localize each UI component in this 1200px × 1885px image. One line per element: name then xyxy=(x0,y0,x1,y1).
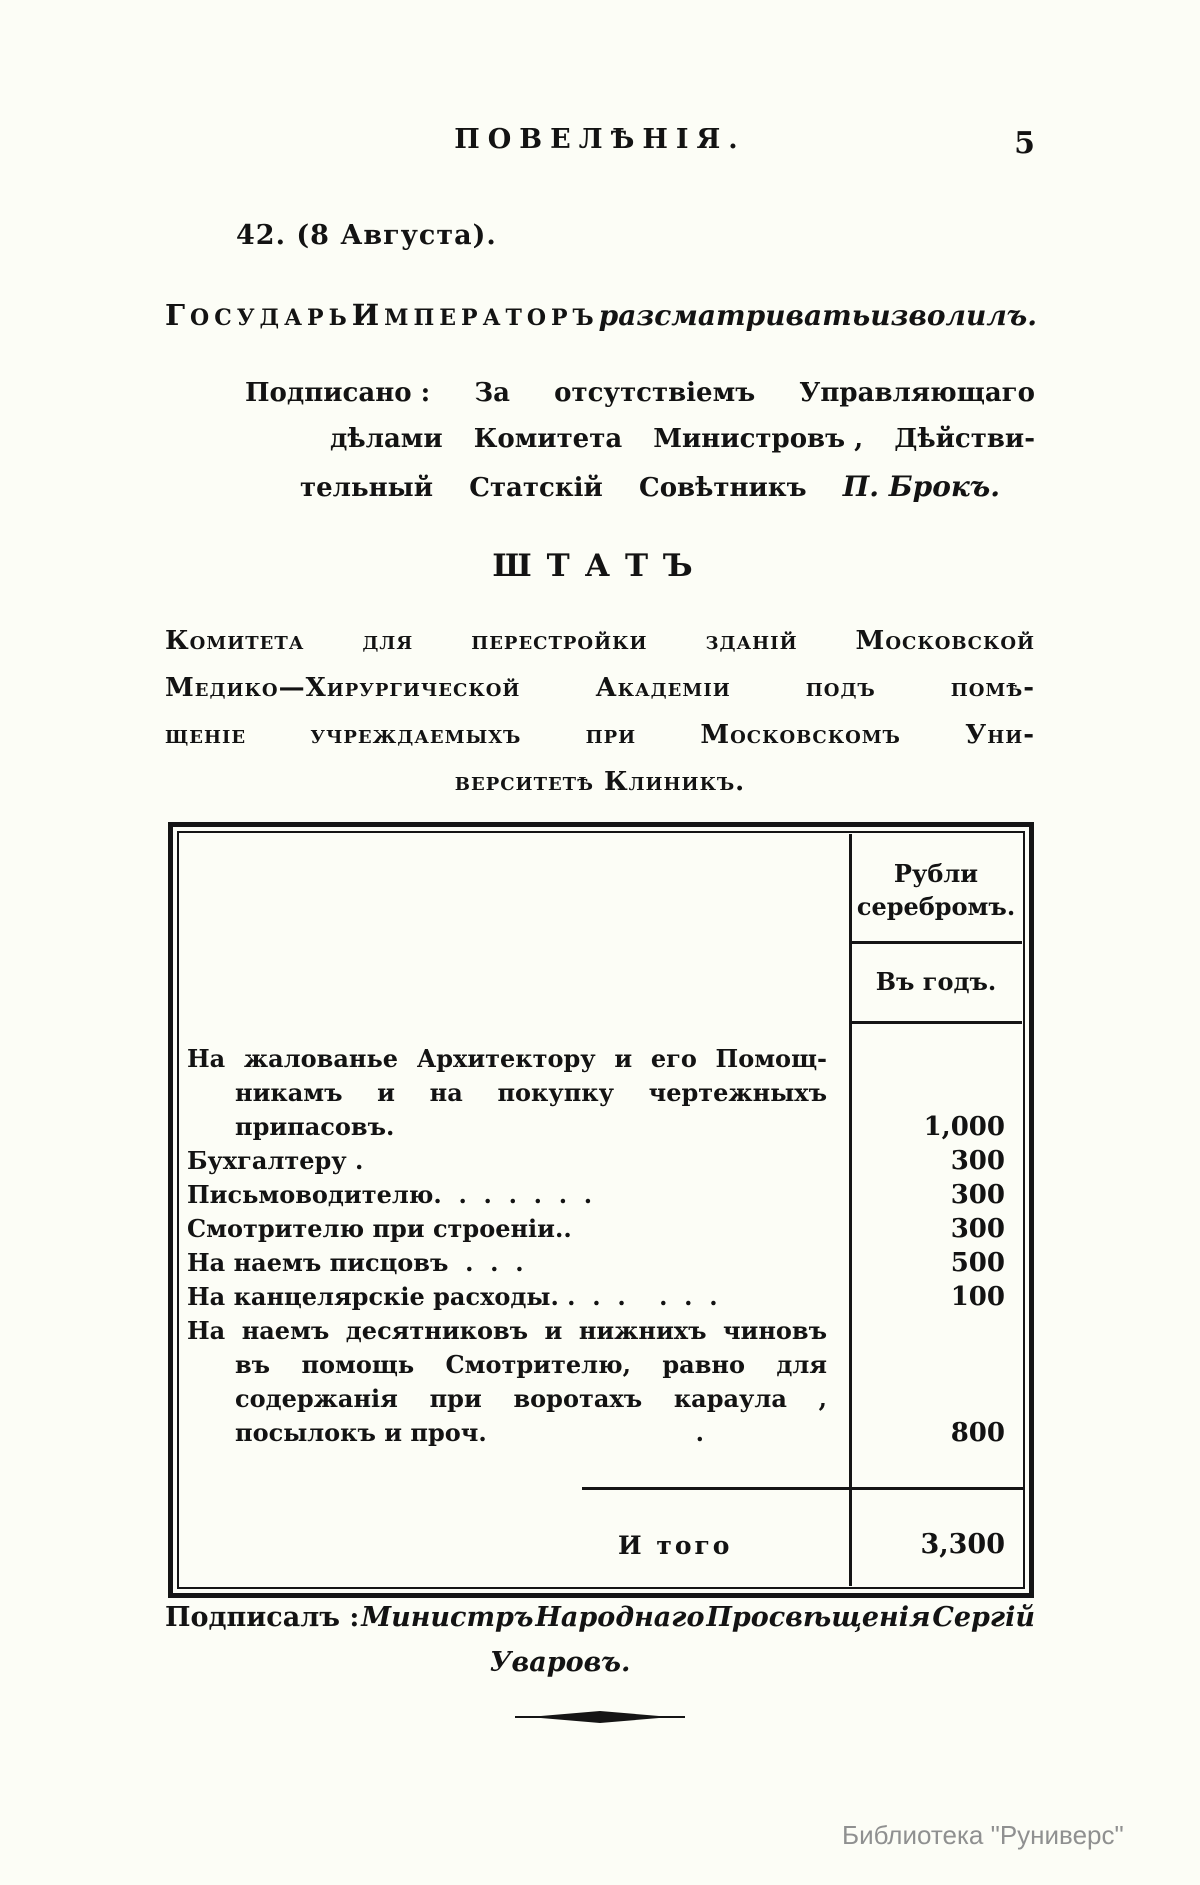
signed-word: дѣлами xyxy=(330,424,443,454)
subtitle-line: Комитета для перестройки зданій Московской xyxy=(165,626,1035,656)
table-row-line xyxy=(179,1246,1023,1280)
row-value: 300 xyxy=(950,1146,1005,1176)
row-value: 1,000 xyxy=(923,1112,1005,1142)
table-row-line xyxy=(179,1314,1023,1348)
imperial-word: ГОСУДАРЬ xyxy=(165,298,352,332)
subtitle-line: Медико—Хирургической Академіи подъ помѣ- xyxy=(165,673,1035,703)
signature-word: Просвѣщенія xyxy=(706,1602,931,1633)
signed-line xyxy=(330,424,1035,470)
signed-line xyxy=(245,378,1035,424)
signed-word: Статскій xyxy=(469,473,603,503)
page-title: ПОВЕЛѢНІЯ. xyxy=(454,124,746,155)
header-rule xyxy=(852,941,1022,944)
table-row-line xyxy=(179,1280,1023,1314)
signed-word: За xyxy=(474,378,510,408)
signer-name: П. Брокъ. xyxy=(842,470,1000,503)
row-value: 800 xyxy=(950,1418,1005,1448)
signed-word: Управляющаго xyxy=(799,378,1035,408)
watermark: Библиотека "Руниверс" xyxy=(842,1820,1124,1850)
page-number: 5 xyxy=(1014,126,1035,161)
row-value: 300 xyxy=(950,1180,1005,1210)
signed-label: Подписано : xyxy=(245,378,431,408)
signed-word: Министровъ , xyxy=(653,424,864,454)
amount-header-line: серебромъ. xyxy=(856,892,1016,921)
swelled-rule-icon xyxy=(515,1710,685,1724)
signature-word: Сергій xyxy=(932,1602,1035,1633)
total-label: И того xyxy=(618,1531,733,1560)
row-value xyxy=(843,1382,1023,1416)
row-value xyxy=(843,1076,1023,1110)
amount-header-line: Рубли xyxy=(893,859,979,888)
signed-word: Дѣйстви- xyxy=(894,424,1035,454)
signed-word: Совѣтникъ xyxy=(639,473,807,503)
row-label: На канцелярскіе расходы. . . . . . . xyxy=(187,1282,718,1311)
row-value: 300 xyxy=(950,1214,1005,1244)
amount-column-header xyxy=(849,857,1023,923)
imperial-word: изволилъ. xyxy=(870,299,1037,332)
signed-paragraph xyxy=(165,378,1035,516)
row-label: Бухгалтеру . xyxy=(187,1146,364,1175)
row-label: посылокъ и проч. . xyxy=(235,1418,704,1447)
signature-label: Подписалъ : xyxy=(165,1602,360,1633)
row-label: Смотрителю при строеніи.. xyxy=(187,1214,572,1243)
row-value xyxy=(843,1314,1023,1348)
signature-block xyxy=(165,1602,1035,1678)
table-row-line xyxy=(179,1144,1023,1178)
staff-subtitle xyxy=(165,618,1035,806)
row-value: 500 xyxy=(950,1248,1005,1278)
row-label: содержанія при воротахъ караула , xyxy=(235,1384,827,1413)
row-label: На наемъ писцовъ . . . xyxy=(187,1248,524,1277)
row-label: Письмоводителю. . . . . . . xyxy=(187,1180,593,1209)
imperial-word: разсматривать xyxy=(598,299,871,332)
row-label: На жалованье Архитектору и его Помощ- xyxy=(187,1044,827,1073)
staff-heading: ШТАТЪ xyxy=(492,548,708,584)
total-rule xyxy=(582,1487,1023,1490)
table-row-line xyxy=(179,1348,1023,1382)
signature-word: Народнаго xyxy=(535,1602,705,1633)
table-row-line xyxy=(179,1076,1023,1110)
table-row-line xyxy=(179,1178,1023,1212)
subtitle-line: щеніе учреждаемыхъ при Московскомъ Уни- xyxy=(165,720,1035,750)
per-year-subheader: Въ годъ. xyxy=(875,967,997,996)
table-row-line xyxy=(179,1110,1023,1144)
imperial-word: ИМПЕРАТОРЪ xyxy=(351,298,599,332)
staff-table xyxy=(168,822,1034,1598)
total-value: 3,300 xyxy=(920,1529,1005,1560)
row-label: никамъ и на покупку чертежныхъ xyxy=(235,1078,827,1107)
subheader-rule xyxy=(852,1021,1022,1024)
row-value: 100 xyxy=(950,1282,1005,1312)
row-value xyxy=(843,1042,1023,1076)
section-divider xyxy=(165,1710,1035,1724)
signed-word: Комитета xyxy=(473,424,623,454)
signed-word: тельный xyxy=(300,473,434,503)
imperial-line xyxy=(165,298,1037,332)
signature-name: Уваровъ. xyxy=(489,1647,631,1678)
row-label: въ помощь Смотрителю, равно для xyxy=(235,1350,827,1379)
subtitle-line: верситетѣ Клиникъ. xyxy=(454,767,746,797)
table-row-line xyxy=(179,1042,1023,1076)
signature-line xyxy=(165,1602,1035,1633)
entry-number: 42. (8 Августа). xyxy=(236,220,497,251)
signed-word: отсутствіемъ xyxy=(554,378,756,408)
table-row-line xyxy=(179,1382,1023,1416)
signed-line xyxy=(300,470,1000,516)
table-body xyxy=(179,1042,1023,1450)
row-label: На наемъ десятниковъ и нижнихъ чиновъ xyxy=(187,1316,827,1345)
signature-word: Министръ xyxy=(361,1602,534,1633)
table-row-line xyxy=(179,1416,1023,1450)
table-row-line xyxy=(179,1212,1023,1246)
row-label: припасовъ. xyxy=(235,1112,395,1141)
row-value xyxy=(843,1348,1023,1382)
page-header xyxy=(165,124,1035,164)
